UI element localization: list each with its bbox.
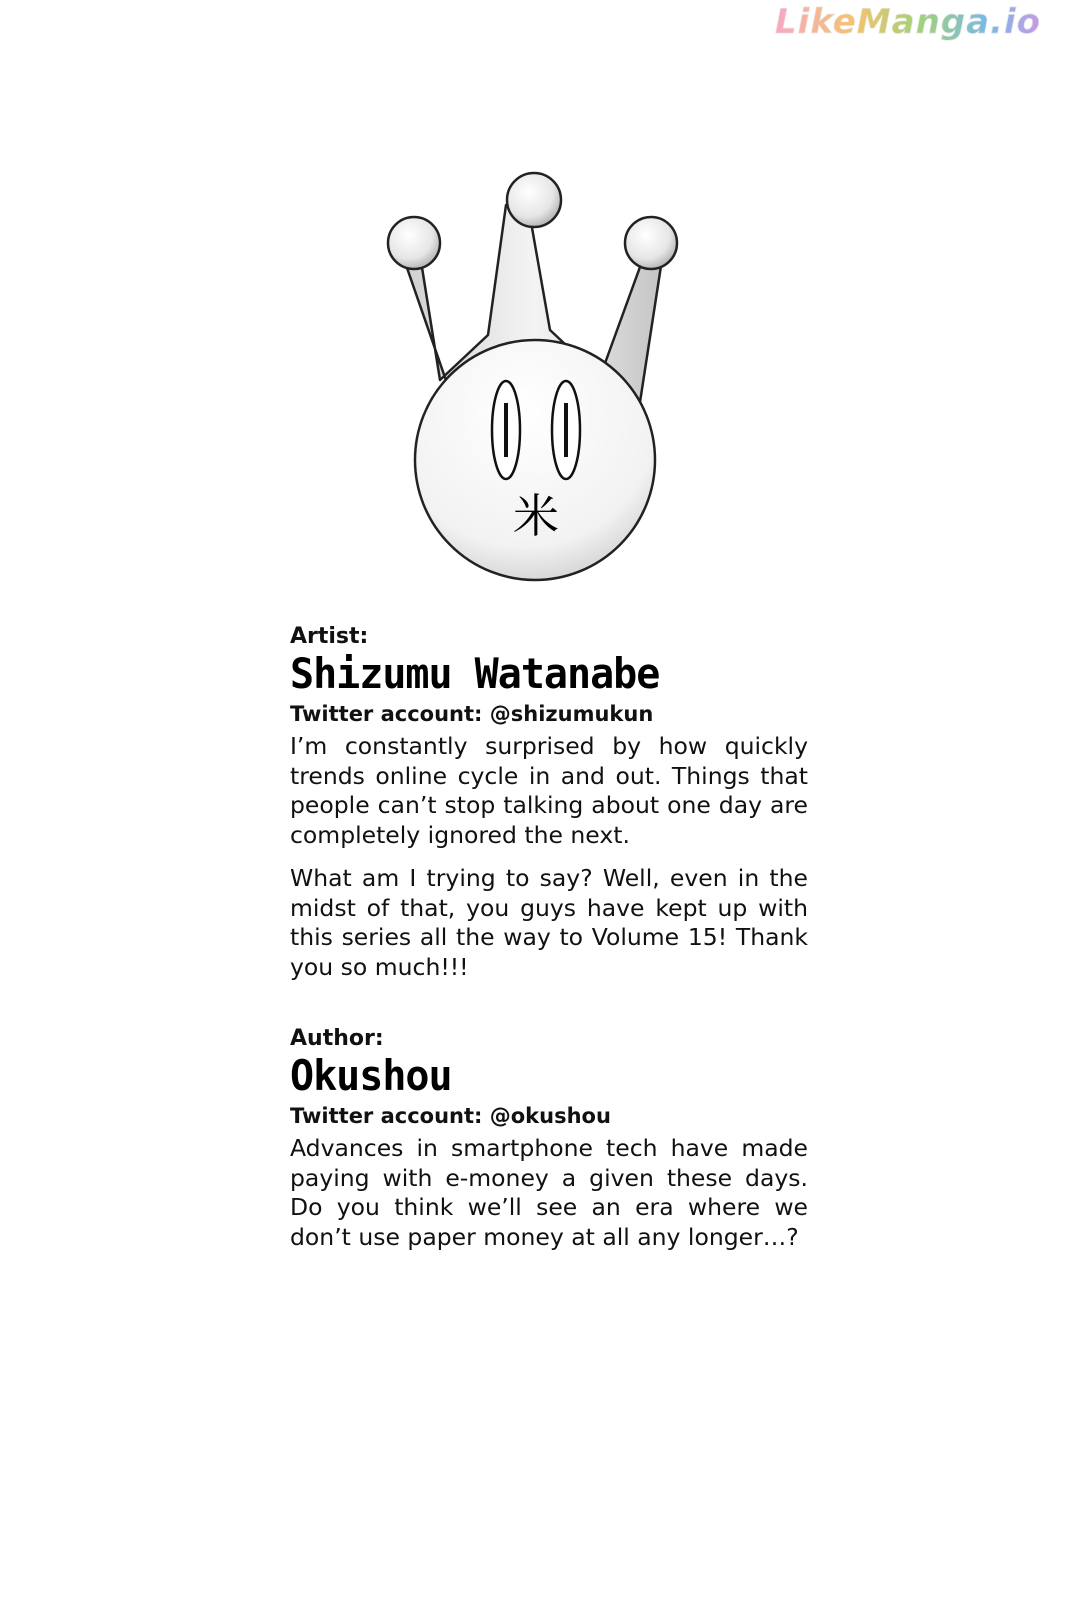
credits-content <box>290 624 808 1266</box>
author-name: Okushou <box>290 1052 452 1101</box>
artist-name: Shizumu Watanabe <box>290 650 660 699</box>
crown-orb-left <box>388 217 440 269</box>
artist-role-label: Artist: <box>290 624 369 649</box>
artist-message-paragraph: What am I trying to say? Well, even in the midst of that, you guys have kept up with this series all the way to Volume 15! Thank you so much!!! <box>290 864 808 981</box>
artist-section <box>290 624 808 982</box>
site-watermark: LikeManga.io <box>775 2 1041 42</box>
author-message-paragraph: Advances in smartphone tech have made paying with e-money a given these days. Do you think we’ll see an era where we don’t use paper money at all any longer…? <box>290 1134 808 1251</box>
crown-orb-center <box>507 173 561 227</box>
mascot-mouth-glyph: 米 <box>513 489 559 543</box>
author-twitter-handle: Twitter account: @okushou <box>290 1104 611 1128</box>
author-section <box>290 1026 808 1252</box>
author-role-label: Author: <box>290 1026 384 1051</box>
mascot-face <box>415 340 655 580</box>
crown-orb-right <box>625 217 677 269</box>
artist-twitter-handle: Twitter account: @shizumukun <box>290 702 654 726</box>
artist-message-paragraph: I’m constantly surprised by how quickly trends online cycle in and out. Things that people can’t stop talking about one day are completely ignored the next. <box>290 732 808 849</box>
crown-mascot-illustration <box>378 165 698 595</box>
